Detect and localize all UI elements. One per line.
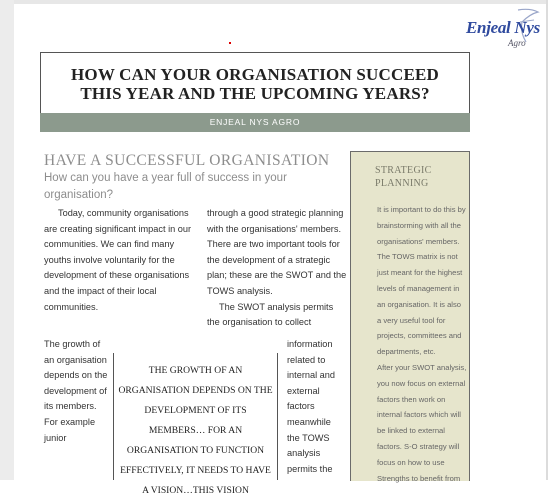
column-2-paragraph-1: through a good strategic planning with the organisations' members. There are two important tools for the development of a strategic plan; these are the SWOT and the TOWS analysis. (207, 208, 347, 296)
pull-quote (113, 353, 278, 496)
sidebar-paragraph-2: After your SWOT analysis, you now focus on external factors then work on internal factors which will be linked to external factors. S-O strategy will focus on how to use Strengths to benefit from (377, 362, 467, 483)
sidebar-strategic-planning (350, 151, 470, 481)
column-2-continuation: information related to internal and external factors meanwhile the TOWS analysis permits the (287, 339, 336, 474)
logo-name: Enjeal Nys (466, 18, 540, 37)
sidebar-paragraph-1: It is important to do this by brainstorming with all the organisations' members. The TOWS matrix is not just meant for the highest levels of management in an organisation. It is also a very useful tool for projects, committees and departments, etc. (377, 205, 466, 357)
sidebar-title: STRATEGIC PLANNING (375, 165, 432, 189)
title-line-1: HOW CAN YOUR ORGANISATION SUCCEED (70, 65, 440, 84)
page-shade-top (0, 0, 548, 4)
red-mark (229, 42, 231, 44)
title-box (40, 52, 470, 115)
column-1-continuation: The growth of an organisation depends on the development of its members. For example junior (44, 339, 108, 443)
company-band (40, 113, 470, 132)
company-logo (460, 8, 546, 50)
title-line-2: THIS YEAR AND THE UPCOMING YEARS? (80, 84, 430, 103)
sidebar-body (377, 202, 467, 486)
column-1-paragraph: Today, community organisations are creating significant impact in our communities. We can find many youths involve voluntarily for the development of these organisations and the impact of their local communities. (44, 208, 192, 312)
logo-subtitle: Agro (508, 38, 526, 48)
column-2-paragraph-2: The SWOT analysis permits the organisation to collect (207, 301, 334, 328)
article-heading: HAVE A SUCCESSFUL ORGANISATION (44, 152, 330, 169)
article-column-2 (207, 206, 347, 331)
page-shade-left (0, 0, 14, 480)
page-title (41, 65, 469, 103)
article-column-1 (44, 206, 196, 315)
article-subheading: How can you have a year full of success in your organisation? (44, 172, 287, 201)
company-band-text: ENJEAL NYS AGRO (209, 117, 301, 127)
pull-quote-text: THE GROWTH OF AN ORGANISATION DEPENDS ON THE DEVELOPMENT OF ITS MEMBERS… FOR AN ORGANISATION TO FUNCTION EFFECTIVELY, IT NEEDS TO HAVE A VISION…THIS VISION (118, 365, 273, 496)
